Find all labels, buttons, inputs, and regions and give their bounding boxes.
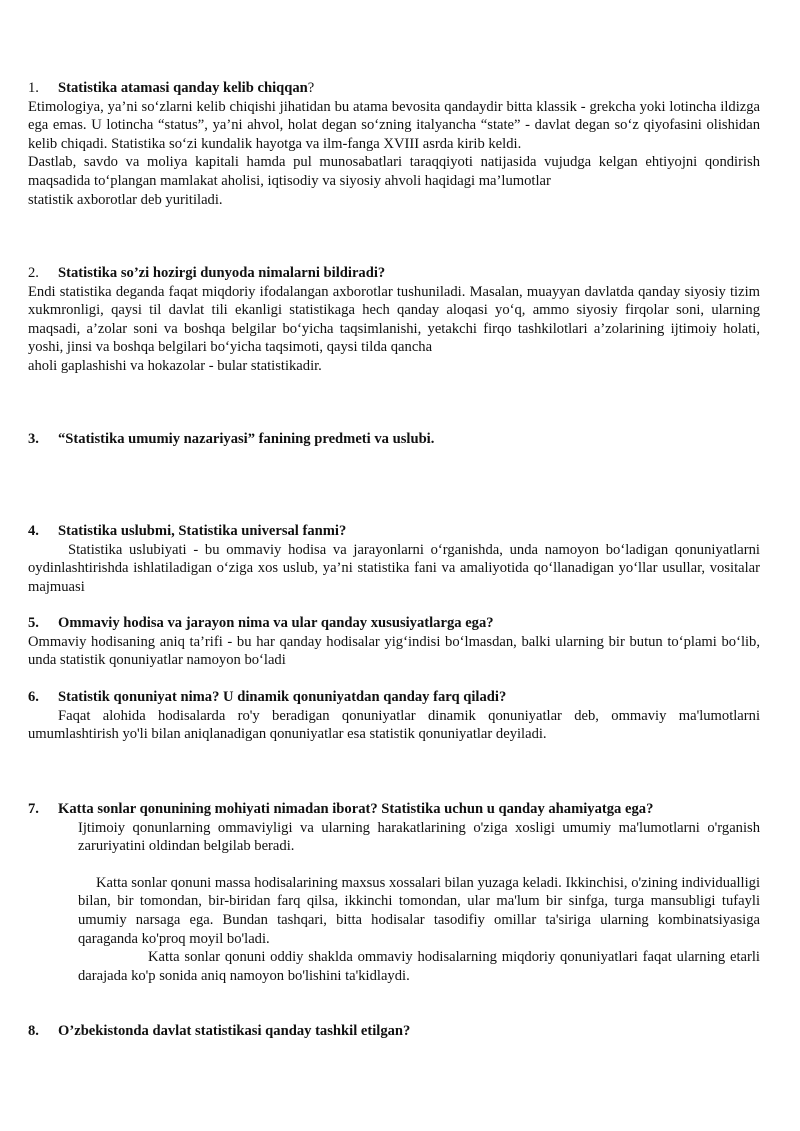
question-title: Katta sonlar qonunining mohiyati nimadan iborat? Statistika uchun u qanday ahamiyatga ega? xyxy=(58,801,654,817)
question-6-heading xyxy=(28,688,760,707)
question-number: 2. xyxy=(28,265,39,281)
question-2-heading xyxy=(28,264,760,283)
question-number: 8. xyxy=(28,1023,39,1039)
question-title: O’zbekistonda davlat statistikasi qanday tashkil etilgan? xyxy=(58,1023,411,1039)
question-4-heading xyxy=(28,522,760,541)
answer-paragraph: Katta sonlar qonuni massa hodisalarining maxsus xossalari bilan yuzaga keladi. Ikkinchisi, o'zining individualligi bilan, bir tomondan, bir-biridan farq qilsa, ikkinchi tomondan, ular ma'lum bir sinfga, turga mansubligi tufayli umumiy narsaga ega. Bundan tashqari, bitta hodisalar tasodifiy omillar ta'siriga ularning kombinatsiyasiga qaraganda ko'proq moyil bo'ladi. xyxy=(78,874,760,947)
answer-paragraph: Dastlab, savdo va moliya kapitali hamda pul munosabatlari taraqqiyoti natijasida vujudga kelgan ehtiyojni qondirish maqsadida to‘plangan mamlakat aholisi, iqtisodiy va siyosiy ahvoli haqidagi ma’lumotlar xyxy=(28,154,760,189)
section-1 xyxy=(28,79,760,209)
answer-paragraph: Etimologiya, ya’ni so‘zlarni kelib chiqishi jihatidan bu atama bevosita qandaydir bitta klassik - grekcha yoki lotincha ildizga ega emas. U lotincha “status”, ya’ni ahvol, holat degan so‘zning italyancha “state” - davlat degan so‘z qiyofasini olishidan kelib chiqadi. Statistika so‘zi kundalik hayotga va ilm-fanga XVIII asrda kirib keldi. xyxy=(28,98,760,152)
question-1-heading xyxy=(28,79,760,98)
section-5 xyxy=(28,614,760,670)
question-title: “Statistika umumiy nazariyasi” fanining predmeti va uslubi. xyxy=(58,431,435,447)
answer-paragraph: Faqat alohida hodisalarda ro'y beradigan qonuniyatlar dinamik qonuniyatlar deb, ommaviy ma'lumotlarni umumlashtirish yo'li bilan aniqlanadigan qonuniyatlar esa statistik qonuniyatlar deyiladi. xyxy=(28,707,760,743)
question-number: 5. xyxy=(28,615,39,631)
question-3-heading xyxy=(28,430,760,449)
section-6 xyxy=(28,688,760,744)
question-number: 4. xyxy=(28,523,39,539)
question-title: Ommaviy hodisa va jarayon nima va ular qanday xususiyatlarga ega? xyxy=(58,615,494,631)
question-title: Statistika uslubmi, Statistika universal fanmi? xyxy=(58,523,347,539)
section-7 xyxy=(28,800,760,985)
question-number: 3. xyxy=(28,431,39,447)
question-mark: ? xyxy=(307,80,315,96)
question-number: 1. xyxy=(28,80,39,96)
section-3 xyxy=(28,430,760,449)
answer-paragraph: Katta sonlar qonuni oddiy shaklda ommaviy hodisalarning miqdoriy qonuniyatlari faqat ularning etarli darajada ko'p sonida aniq namoyon bo'lishini ta'kidlaydi. xyxy=(78,949,760,984)
question-title: Statistika so’zi hozirgi dunyoda nimalarni bildiradi? xyxy=(58,265,386,281)
answer-paragraph: statistik axborotlar deb yuritiladi. xyxy=(28,191,223,208)
question-5-heading xyxy=(28,614,760,633)
section-8 xyxy=(28,1022,760,1041)
answer-paragraph: Statistika uslubiyati - bu ommaviy hodisa va jarayonlarni o‘rganishda, unda namoyon bo‘ladigan qonuniyatlarni oydinlashtirishda ishlatiladigan o‘ziga xos uslub, ya’ni statistika fani va amaliyotida qo‘llanadigan yo‘llar usullar, vositalar majmuasi xyxy=(28,541,760,595)
question-8-heading xyxy=(28,1022,760,1041)
section-4 xyxy=(28,522,760,596)
answer-body xyxy=(78,819,760,986)
answer-paragraph: Ommaviy hodisaning aniq ta’rifi - bu har qanday hodisalar yig‘indisi bo‘lmasdan, balki ularning bir butun to‘plami bo‘lib, unda statistik qonuniyatlar namoyon bo‘ladi xyxy=(28,633,760,669)
question-number: 6. xyxy=(28,689,39,705)
answer-paragraph: aholi gaplashishi va hokazolar - bular statistikadir. xyxy=(28,357,322,374)
answer-paragraph: Ijtimoiy qonunlarning ommaviyligi va ularning harakatlarining o'ziga xosligi umumiy ma'lumotlarni o'rganish zaruriyatini oldindan belgilab beradi. xyxy=(78,819,760,855)
question-number: 7. xyxy=(28,801,39,817)
question-title: Statistik qonuniyat nima? U dinamik qonuniyatdan qanday farq qiladi? xyxy=(58,689,507,705)
section-2 xyxy=(28,264,760,376)
question-title: Statistika atamasi qanday kelib chiqqan xyxy=(58,80,308,96)
answer-paragraph: Endi statistika deganda faqat miqdoriy ifodalangan axborotlar tushuniladi. Masalan, muayyan davlatda qanday siyosiy tizim xukmronligi, qaysi til davlat tili ekanligi statistikaga hech qanday aloqasi yo‘q, ammo siyosiy firqolar soni, ularning maqsadi, a’zolar soni va boshqa belgilar bo‘yicha taqsimlanishi, yetakchi firqo tashkilotlari a’zolarining ijtimoiy holati, yoshi, jinsi va boshqa belgilari bo‘yicha taqsimoti, qaysi tilda qancha xyxy=(28,283,760,356)
question-7-heading xyxy=(28,800,760,819)
